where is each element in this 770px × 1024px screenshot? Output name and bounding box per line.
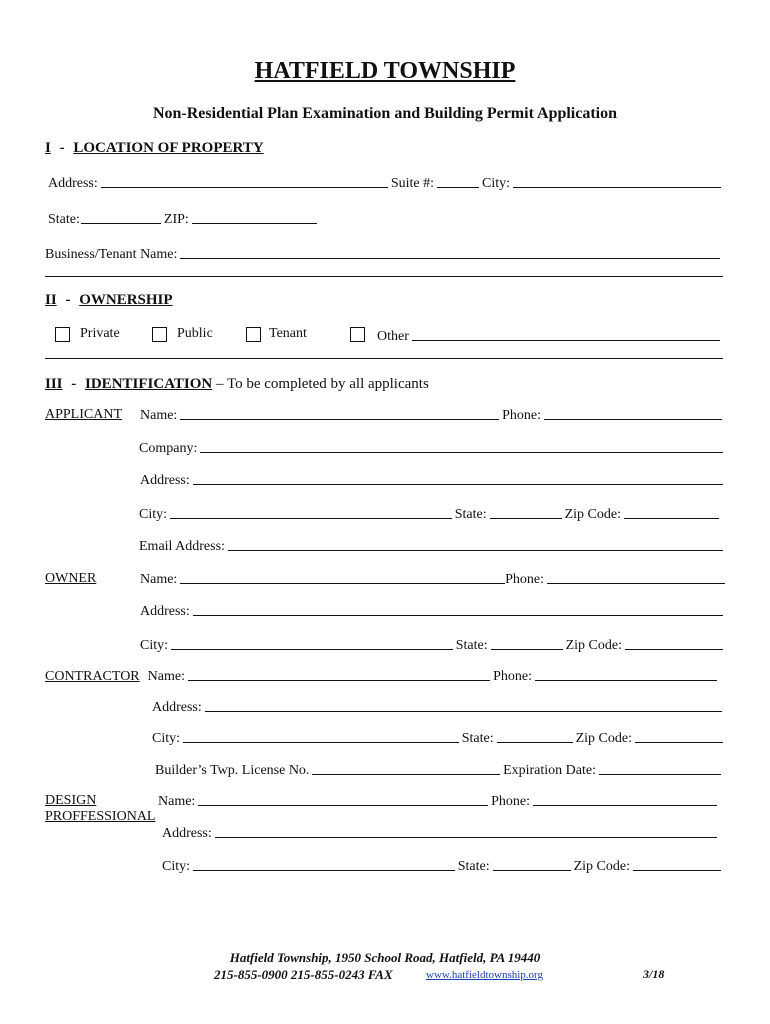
design-label-line2: PROFFESSIONAL bbox=[45, 809, 156, 824]
design-state-field[interactable] bbox=[493, 870, 571, 871]
design-name-field[interactable] bbox=[198, 805, 488, 806]
contractor-phone-field[interactable] bbox=[535, 680, 717, 681]
design-label-line1: DESIGN bbox=[45, 793, 97, 808]
business-name-continuation-line[interactable] bbox=[45, 276, 723, 277]
address-label: Address: bbox=[162, 826, 212, 841]
design-professional-label bbox=[45, 793, 155, 825]
company-label: Company: bbox=[139, 441, 198, 456]
applicant-company-row bbox=[139, 437, 726, 457]
owner-zip-field[interactable] bbox=[625, 649, 723, 650]
address-label: Address: bbox=[140, 473, 190, 488]
applicant-phone-field[interactable] bbox=[544, 419, 722, 420]
section-dash: - bbox=[71, 376, 77, 392]
name-label: Name: bbox=[140, 408, 178, 423]
tenant-checkbox[interactable] bbox=[246, 327, 261, 342]
state-label: State: bbox=[457, 859, 490, 874]
tenant-label: Tenant bbox=[269, 326, 307, 341]
ownership-other-option[interactable] bbox=[350, 325, 723, 345]
zip-label: Zip Code: bbox=[564, 507, 621, 522]
address-label: Address: bbox=[48, 176, 98, 191]
private-checkbox[interactable] bbox=[55, 327, 70, 342]
design-name-row bbox=[158, 790, 720, 810]
owner-address-row bbox=[140, 600, 726, 620]
applicant-state-field[interactable] bbox=[490, 518, 562, 519]
applicant-address-field[interactable] bbox=[193, 484, 723, 485]
owner-label: OWNER bbox=[45, 571, 97, 586]
name-label: Name: bbox=[147, 669, 185, 684]
section-identification-heading bbox=[45, 376, 429, 393]
other-label: Other bbox=[377, 329, 409, 344]
section-number: III bbox=[45, 376, 63, 392]
applicant-name-field[interactable] bbox=[180, 419, 499, 420]
business-label: Business/Tenant Name: bbox=[45, 247, 178, 262]
section-number: I bbox=[45, 140, 51, 156]
section-dash: - bbox=[59, 140, 65, 156]
state-label: State: bbox=[48, 212, 80, 227]
contractor-name-field[interactable] bbox=[188, 680, 490, 681]
property-address-row bbox=[48, 172, 724, 192]
contractor-name-row bbox=[45, 665, 720, 685]
applicant-email-row bbox=[139, 535, 726, 555]
other-ownership-field[interactable] bbox=[412, 340, 720, 341]
contractor-address-row bbox=[152, 696, 725, 716]
state-label: State: bbox=[454, 507, 487, 522]
name-label: Name: bbox=[158, 794, 196, 809]
applicant-city-field[interactable] bbox=[170, 518, 452, 519]
contractor-state-field[interactable] bbox=[497, 742, 573, 743]
city-label: City: bbox=[152, 731, 181, 746]
footer-website-link[interactable]: www.hatfieldtownship.org bbox=[426, 969, 544, 981]
footer-revision: 3/18 bbox=[643, 967, 665, 981]
city-label: City: bbox=[139, 507, 168, 522]
city-label: City: bbox=[140, 638, 169, 653]
private-label: Private bbox=[80, 326, 120, 341]
zip-label: Zip Code: bbox=[565, 638, 622, 653]
phone-label: Phone: bbox=[493, 669, 532, 684]
footer-address: Hatfield Township, 1950 School Road, Hatfield, PA 19440 bbox=[229, 950, 541, 965]
phone-label: Phone: bbox=[502, 408, 541, 423]
property-zip-field[interactable] bbox=[192, 223, 317, 224]
phone-label: Phone: bbox=[491, 794, 530, 809]
applicant-email-field[interactable] bbox=[228, 550, 723, 551]
owner-name-row bbox=[140, 568, 728, 588]
contractor-expiration-field[interactable] bbox=[599, 774, 721, 775]
design-zip-field[interactable] bbox=[633, 870, 721, 871]
public-label: Public bbox=[177, 326, 213, 341]
contractor-license-row bbox=[155, 759, 724, 779]
zip-label: ZIP: bbox=[163, 212, 189, 227]
page-subtitle: Non-Residential Plan Examination and Building Permit Application bbox=[152, 105, 618, 122]
property-state-row bbox=[48, 208, 320, 228]
contractor-license-field[interactable] bbox=[312, 774, 500, 775]
ownership-tenant-option[interactable] bbox=[246, 326, 307, 342]
design-city-row bbox=[162, 855, 724, 875]
business-name-field[interactable] bbox=[180, 258, 720, 259]
applicant-zip-field[interactable] bbox=[624, 518, 719, 519]
contractor-city-row bbox=[152, 727, 726, 747]
suite-label: Suite #: bbox=[390, 176, 434, 191]
license-label: Builder’s Twp. License No. bbox=[155, 763, 310, 778]
city-label: City: bbox=[162, 859, 191, 874]
ownership-continuation-line[interactable] bbox=[45, 358, 723, 359]
contractor-city-field[interactable] bbox=[183, 742, 459, 743]
section-location-heading bbox=[45, 140, 264, 157]
section-title: LOCATION OF PROPERTY bbox=[73, 140, 264, 156]
applicant-name-row bbox=[140, 404, 725, 424]
design-city-field[interactable] bbox=[193, 870, 455, 871]
section-ownership-heading bbox=[45, 292, 173, 309]
owner-city-row bbox=[140, 634, 726, 654]
section-title: IDENTIFICATION bbox=[85, 376, 213, 392]
contractor-label: CONTRACTOR bbox=[45, 669, 140, 684]
owner-address-field[interactable] bbox=[193, 615, 723, 616]
design-address-row bbox=[162, 822, 720, 842]
ownership-private-option[interactable] bbox=[55, 326, 120, 342]
page-title: HATFIELD TOWNSHIP bbox=[254, 58, 516, 84]
other-checkbox[interactable] bbox=[350, 327, 365, 342]
address-label: Address: bbox=[152, 700, 202, 715]
business-name-row bbox=[45, 243, 723, 263]
owner-phone-field[interactable] bbox=[547, 583, 725, 584]
name-label: Name: bbox=[140, 572, 178, 587]
owner-city-field[interactable] bbox=[171, 649, 453, 650]
property-state-field[interactable] bbox=[81, 223, 161, 224]
owner-name-field[interactable] bbox=[180, 583, 505, 584]
expiration-label: Expiration Date: bbox=[503, 763, 596, 778]
owner-state-field[interactable] bbox=[491, 649, 563, 650]
section-note: – To be completed by all applicants bbox=[216, 376, 429, 392]
email-label: Email Address: bbox=[139, 539, 225, 554]
applicant-city-row bbox=[139, 503, 722, 523]
ownership-public-option[interactable] bbox=[152, 326, 213, 342]
section-number: II bbox=[45, 292, 57, 308]
applicant-label: APPLICANT bbox=[45, 407, 123, 422]
section-dash: - bbox=[65, 292, 71, 308]
city-label: City: bbox=[481, 176, 510, 191]
suite-field[interactable] bbox=[437, 187, 479, 188]
design-phone-field[interactable] bbox=[533, 805, 717, 806]
property-city-field[interactable] bbox=[513, 187, 721, 188]
phone-label: Phone: bbox=[505, 572, 544, 587]
state-label: State: bbox=[455, 638, 488, 653]
footer-phones: 215-855-0900 215-855-0243 FAX bbox=[214, 967, 393, 982]
property-address-field[interactable] bbox=[101, 187, 388, 188]
address-label: Address: bbox=[140, 604, 190, 619]
zip-label: Zip Code: bbox=[575, 731, 632, 746]
contractor-address-field[interactable] bbox=[205, 711, 722, 712]
applicant-company-field[interactable] bbox=[200, 452, 723, 453]
contractor-zip-field[interactable] bbox=[635, 742, 723, 743]
design-address-field[interactable] bbox=[215, 837, 717, 838]
zip-label: Zip Code: bbox=[573, 859, 630, 874]
section-title: OWNERSHIP bbox=[79, 292, 173, 308]
public-checkbox[interactable] bbox=[152, 327, 167, 342]
state-label: State: bbox=[461, 731, 494, 746]
applicant-address-row bbox=[140, 469, 726, 489]
